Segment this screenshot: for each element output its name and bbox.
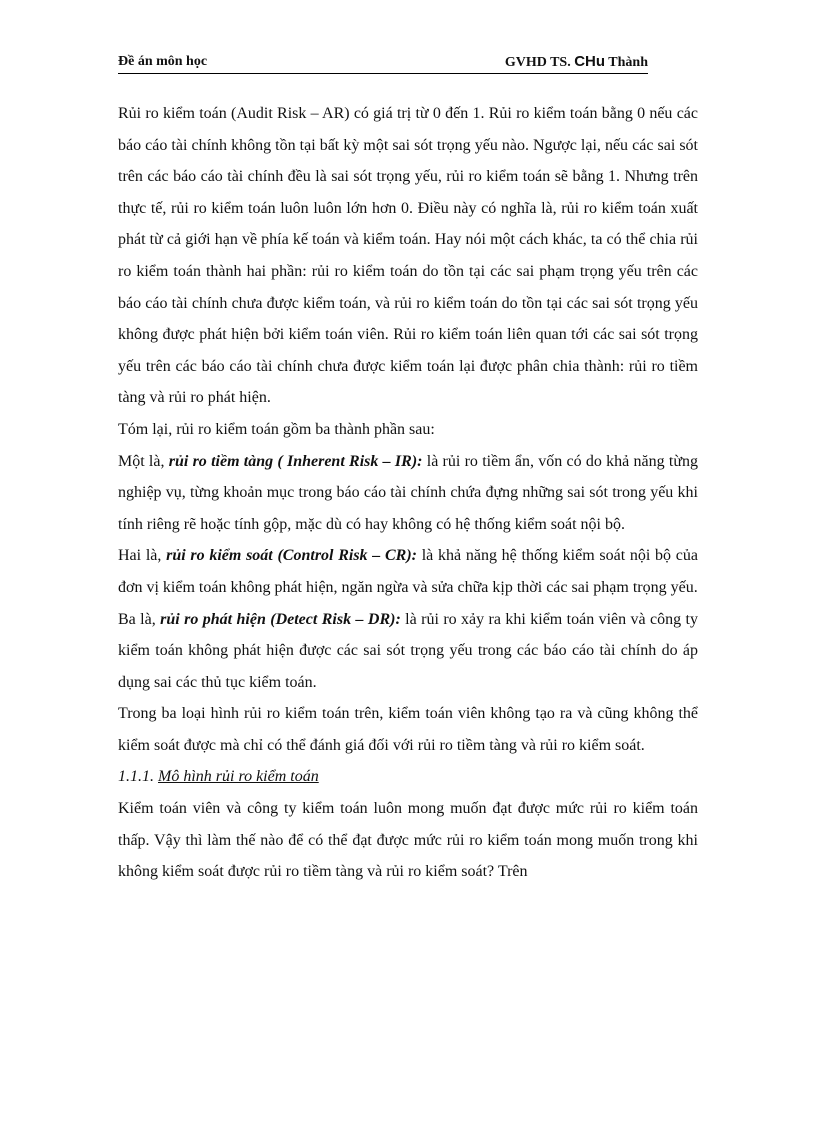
- lead-text: Một là,: [118, 452, 169, 470]
- paragraph-detect-risk: [118, 604, 698, 699]
- header-right-prefix: GVHD TS.: [504, 55, 575, 70]
- section-number: 1.1.1.: [118, 768, 154, 786]
- header-right-suffix: Thành: [605, 55, 648, 70]
- section-heading: [118, 761, 698, 793]
- term-control-risk: rủi ro kiểm soát (Control Risk – CR):: [166, 547, 418, 565]
- paragraph-control-risk: [118, 540, 698, 603]
- definition-text: là khả năng hệ thống kiểm soát nội bộ của đơn vị kiểm toán không phát hiện, ngăn ngừa và sửa chữa kịp thời các sai phạm trọng yếu.: [118, 547, 698, 596]
- term-detect-risk: rủi ro phát hiện (Detect Risk – DR):: [160, 610, 401, 628]
- paragraph-risk-model: Kiểm toán viên và công ty kiểm toán luôn mong muốn đạt được mức rủi ro kiểm toán thấp. Vậy thì làm thế nào để có thể đạt được mức rủi ro kiểm toán mong muốn trong khi không kiểm soát được rủi ro tiềm tàng và rủi ro kiểm soát? Trên: [118, 800, 698, 881]
- paragraph-summary: Tóm lại, rủi ro kiểm toán gồm ba thành phần sau:: [118, 420, 435, 438]
- header-right-mid: CHu: [574, 53, 606, 70]
- term-inherent-risk: rủi ro tiềm tàng ( Inherent Risk – IR):: [168, 452, 423, 470]
- definition-text: là rủi ro xảy ra khi kiểm toán viên và công ty kiểm toán không phát hiện được các sai sót trọng yếu trong các báo cáo tài chính do áp dụng sai các thủ tục kiểm toán.: [118, 610, 699, 691]
- lead-text: Hai là,: [118, 547, 167, 565]
- paragraph-inherent-risk: [118, 446, 698, 541]
- paragraph-audit-risk: Rủi ro kiểm toán (Audit Risk – AR) có giá trị từ 0 đến 1. Rủi ro kiểm toán bằng 0 nếu các báo cáo tài chính không tồn tại bất kỳ một sai sót trọng yếu nào. Ngược lại, nếu các sai sót trên các báo cáo tài chính đều là sai sót trọng yếu, rủi ro kiểm toán sẽ bằng 1. Nhưng trên thực tế, rủi ro kiểm toán luôn luôn lớn hơn 0. Điều này có nghĩa là, rủi ro kiểm toán xuất phát từ cả giới hạn về phía kế toán và kiểm toán. Hay nói một cách khác, ta có thể chia rủi ro kiểm toán thành hai phần: rủi ro kiểm toán do tồn tại các sai phạm trọng yếu trên các báo cáo tài chính chưa được kiểm toán, và rủi ro kiểm toán do tồn tại các sai sót trọng yếu không được phát hiện bởi kiểm toán viên. Rủi ro kiểm toán liên quan tới các sai sót trọng yếu trên các báo cáo tài chính chưa được kiểm toán lại được phân chia thành: rủi ro tiềm tàng và rủi ro phát hiện.: [118, 105, 698, 407]
- header-left: Đề án môn học: [118, 54, 208, 69]
- lead-text: Ba là,: [118, 610, 161, 628]
- section-title: Mô hình rủi ro kiểm toán: [158, 768, 319, 786]
- page-header: [118, 53, 648, 74]
- document-body: [118, 98, 698, 888]
- definition-text: là rủi ro tiềm ẩn, vốn có do khả năng từng nghiệp vụ, từng khoản mục trong báo cáo tài chính chứa đựng những sai sót trong yếu khi tính riêng rẽ hoặc tính gộp, mặc dù có hay không có hệ thống kiểm soát nội bộ.: [118, 452, 699, 533]
- paragraph-conclusion: Trong ba loại hình rủi ro kiểm toán trên, kiểm toán viên không tạo ra và cũng không thể kiểm soát được mà chỉ có thể đánh giá đối với rủi ro tiềm tàng và rủi ro kiểm soát.: [118, 705, 698, 754]
- header-right: [505, 53, 648, 72]
